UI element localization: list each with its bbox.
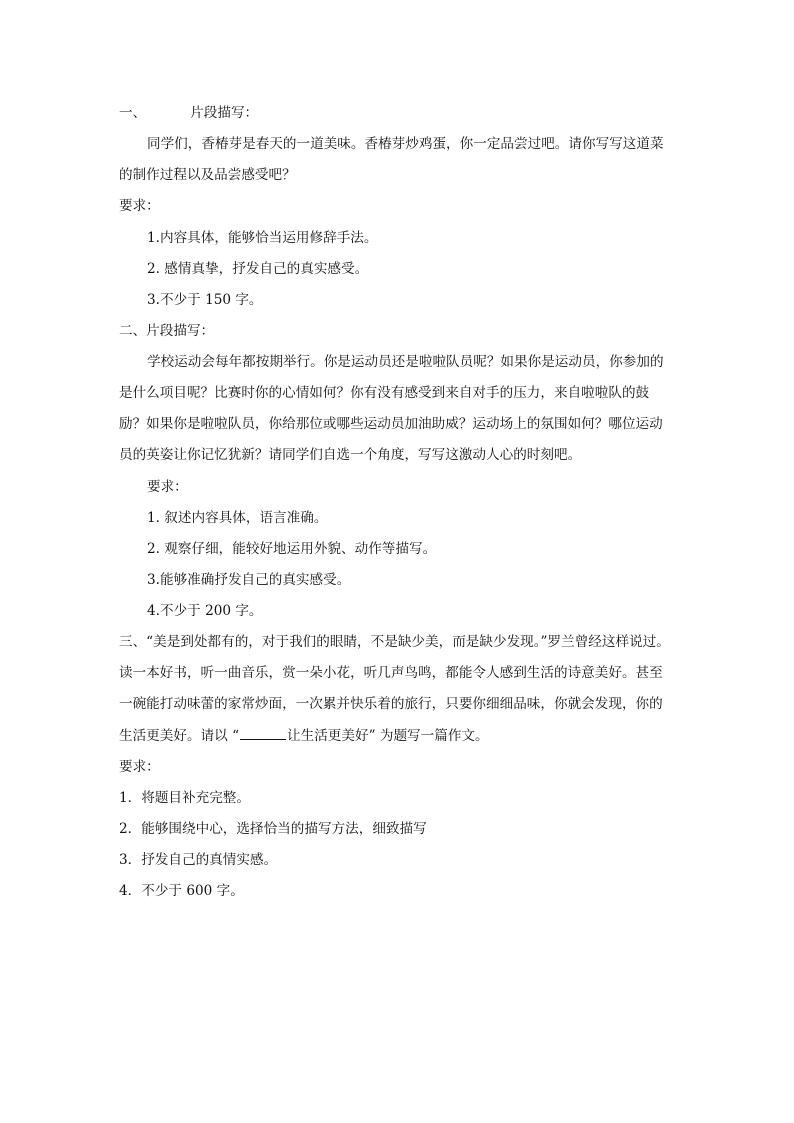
section-two-heading: 二、片段描写： bbox=[119, 323, 215, 339]
section-three-title-prefix: 生活更美好。请以 “ bbox=[119, 728, 240, 744]
section-two-requirement: 2. 观察仔细，能较好地运用外貌、动作等描写。 bbox=[147, 541, 437, 557]
section-two-prompt-line: 学校运动会每年都按期举行。你是运动员还是啦啦队员呢？如果你是运动员，你参加的 bbox=[147, 354, 664, 370]
section-one-requirement: 1.内容具体，能够恰当运用修辞手法。 bbox=[147, 230, 378, 246]
section-three-title-line bbox=[119, 727, 489, 745]
section-three-prompt-line: 读一本好书，听一曲音乐，赏一朵小花，听几声鸟鸣，都能令人感到生活的诗意美好。甚至 bbox=[119, 665, 663, 681]
section-three-title-suffix: 让生活更美好” 为题写一篇作文。 bbox=[287, 728, 489, 744]
section-two-prompt-line: 励？如果你是啦啦队员，你给那位或哪些运动员加油助威？运动场上的氛围如何？哪位运动 bbox=[119, 416, 663, 432]
section-one-prompt-line: 同学们，香椿芽是春天的一道美味。香椿芽炒鸡蛋，你一定品尝过吧。请你写写这道菜 bbox=[147, 136, 664, 152]
section-one-requirements-label: 要求： bbox=[119, 198, 160, 214]
section-two-requirement: 3.能够准确抒发自己的真实感受。 bbox=[147, 572, 351, 588]
section-two-requirement: 4.不少于 200 字。 bbox=[147, 603, 263, 619]
section-three-requirements-label: 要求： bbox=[119, 759, 160, 775]
section-two-prompt-line: 员的英姿让你记忆犹新？请同学们自选一个角度，写写这激动人心的时刻吧。 bbox=[119, 447, 582, 463]
section-one-heading bbox=[119, 104, 258, 122]
section-one-title: 片段描写： bbox=[190, 105, 259, 121]
section-two-requirement: 1. 叙述内容具体，语言准确。 bbox=[147, 510, 328, 526]
section-three-requirement: 4．不少于 600 字。 bbox=[119, 883, 244, 899]
section-three-requirement: 1．将题目补充完整。 bbox=[119, 790, 250, 806]
section-three-prompt-line: 三、“美是到处都有的，对于我们的眼睛，不是缺少美，而是缺少发现。”罗兰曾经这样说过。 bbox=[119, 634, 670, 650]
section-one-requirement: 3.不少于 150 字。 bbox=[147, 292, 263, 308]
section-one-requirement: 2. 感情真挚，抒发自己的真实感受。 bbox=[147, 261, 369, 277]
section-one-prompt-line: 的制作过程以及品尝感受吧？ bbox=[119, 167, 296, 183]
section-three-requirement: 2．能够围绕中心，选择恰当的描写方法，细致描写 bbox=[119, 821, 427, 837]
section-one-number: 一、 bbox=[119, 105, 147, 121]
title-blank bbox=[240, 727, 286, 740]
section-two-prompt-line: 是什么项目呢？比赛时你的心情如何？你有没有感受到来自对手的压力，来自啦啦队的鼓 bbox=[119, 385, 650, 401]
section-three-prompt-line: 一碗能打动味蕾的家常炒面，一次累并快乐着的旅行，只要你细细品味，你就会发现，你的 bbox=[119, 696, 663, 712]
section-three-requirement: 3．抒发自己的真情实感。 bbox=[119, 852, 278, 868]
section-two-requirements-label: 要求： bbox=[147, 479, 188, 495]
